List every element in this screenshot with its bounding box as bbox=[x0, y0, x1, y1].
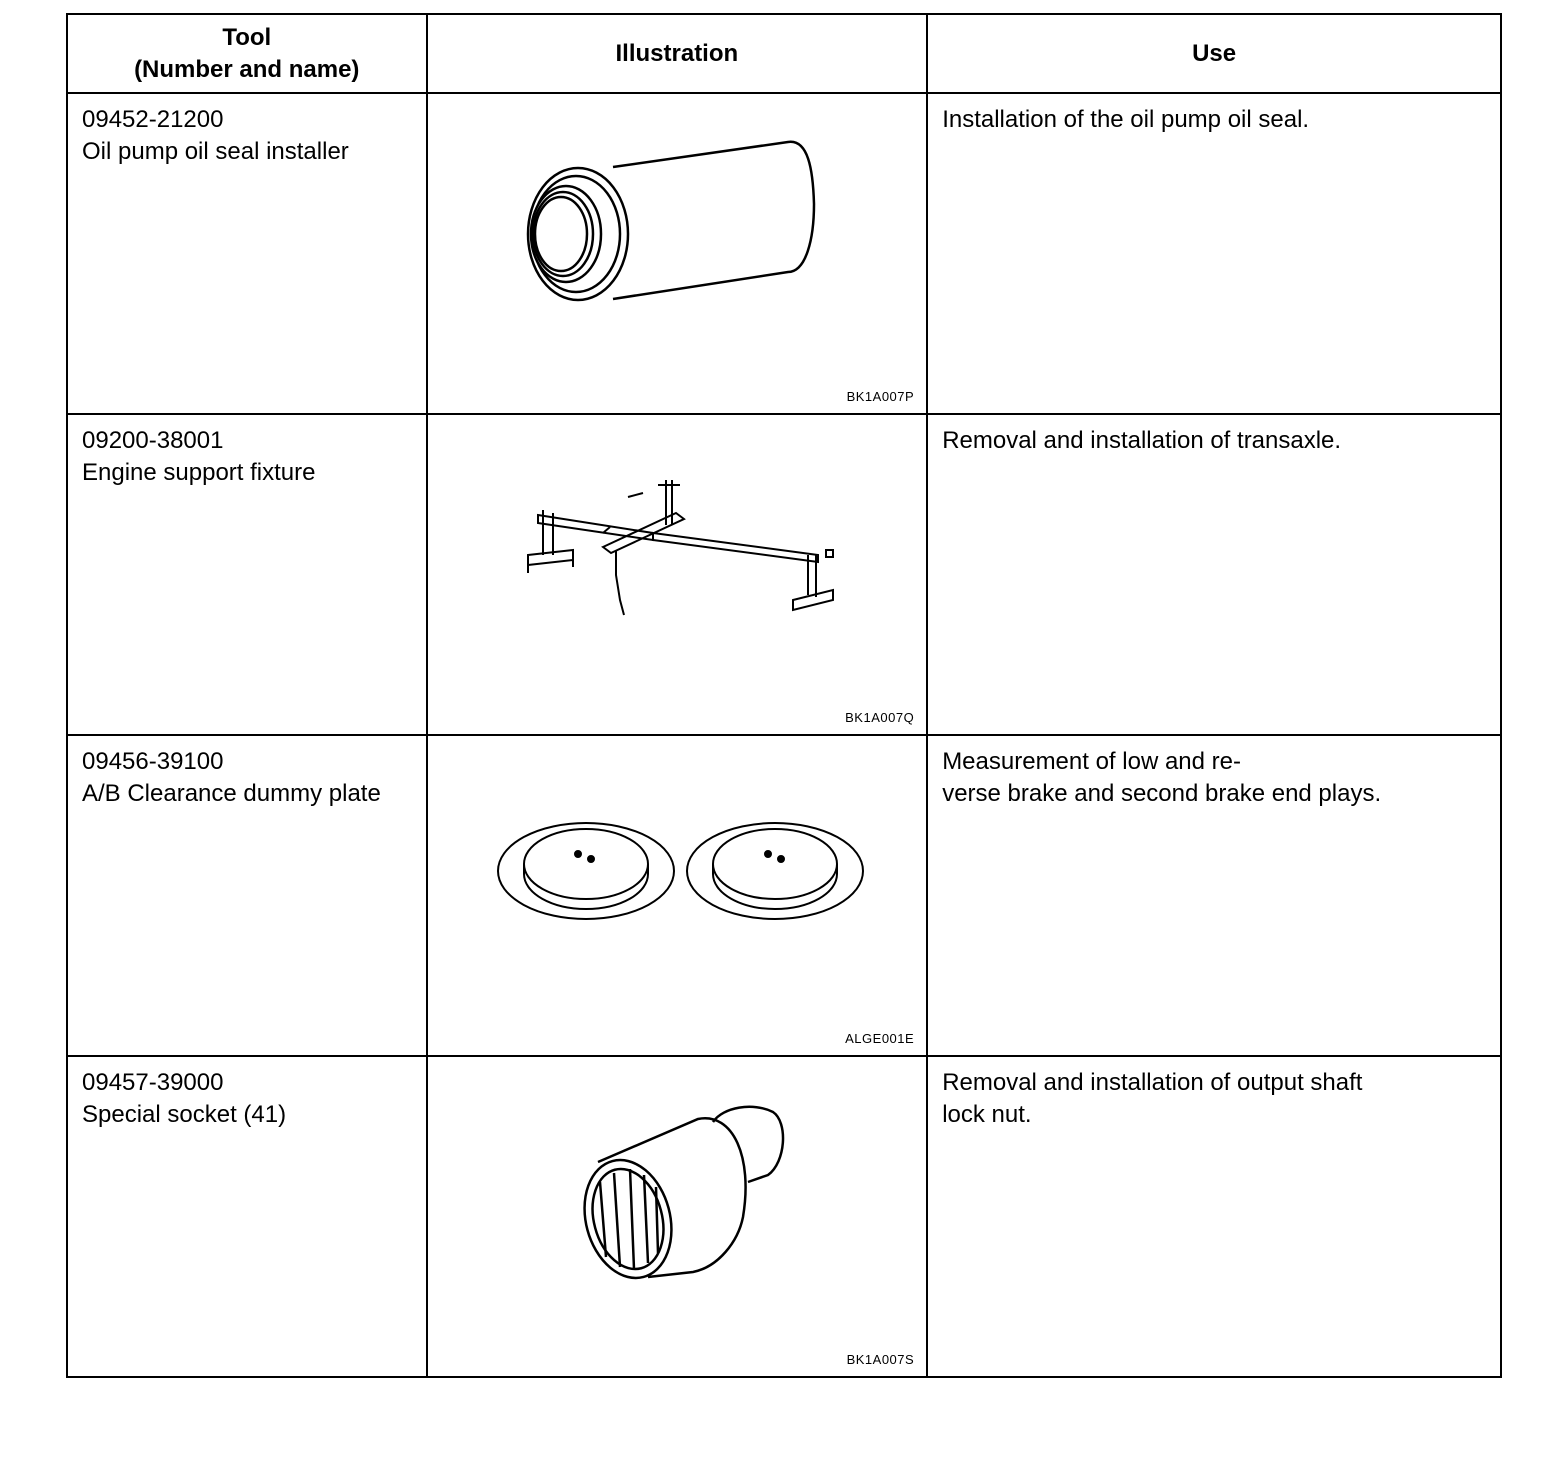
header-use: Use bbox=[927, 14, 1501, 93]
illustration-cell bbox=[427, 93, 928, 414]
tool-cell bbox=[67, 1056, 427, 1377]
use-cell bbox=[927, 735, 1501, 1056]
header-tool-line2: (Number and name) bbox=[134, 55, 360, 83]
dummy-plate-icon bbox=[428, 736, 928, 1045]
header-tool bbox=[67, 14, 427, 93]
use-cell bbox=[927, 93, 1501, 414]
use-cell bbox=[927, 414, 1501, 735]
tool-number: 09457-39000 bbox=[82, 1069, 224, 1096]
tool-name: Special socket (41) bbox=[82, 1101, 287, 1128]
illustration-cell bbox=[427, 1056, 928, 1377]
tool-name: Engine support fixture bbox=[82, 459, 316, 486]
use-line: Removal and installation of transaxle. bbox=[942, 427, 1342, 454]
use-line: verse brake and second brake end plays. bbox=[942, 780, 1382, 807]
oil-seal-installer-icon bbox=[428, 94, 928, 403]
special-tools-table bbox=[66, 13, 1502, 1378]
figure-code: ALGE001E bbox=[845, 1031, 915, 1046]
use-cell bbox=[927, 1056, 1501, 1377]
tool-number: 09200-38001 bbox=[82, 427, 224, 454]
tool-number: 09452-21200 bbox=[82, 106, 224, 133]
use-line: lock nut. bbox=[942, 1101, 1032, 1128]
illustration-cell bbox=[427, 735, 928, 1056]
tool-name: A/B Clearance dummy plate bbox=[82, 780, 381, 807]
special-socket-icon bbox=[428, 1057, 928, 1366]
illustration-cell bbox=[427, 414, 928, 735]
tool-cell bbox=[67, 414, 427, 735]
table-header-row bbox=[67, 14, 1501, 93]
figure-code: BK1A007S bbox=[846, 1352, 915, 1367]
tool-number: 09456-39100 bbox=[82, 748, 224, 775]
use-line: Measurement of low and re- bbox=[942, 748, 1241, 775]
tool-cell bbox=[67, 93, 427, 414]
use-line: Installation of the oil pump oil seal. bbox=[942, 106, 1310, 133]
table-row bbox=[67, 1056, 1501, 1377]
tool-name: Oil pump oil seal installer bbox=[82, 138, 349, 165]
tool-cell bbox=[67, 735, 427, 1056]
table-row bbox=[67, 735, 1501, 1056]
figure-code: BK1A007P bbox=[846, 389, 915, 404]
figure-code: BK1A007Q bbox=[845, 710, 915, 725]
header-tool-line1: Tool bbox=[222, 23, 272, 51]
header-illustration: Illustration bbox=[427, 14, 928, 93]
table-row bbox=[67, 414, 1501, 735]
engine-support-fixture-icon bbox=[428, 415, 928, 724]
table-row bbox=[67, 93, 1501, 414]
use-line: Removal and installation of output shaft bbox=[942, 1069, 1363, 1096]
